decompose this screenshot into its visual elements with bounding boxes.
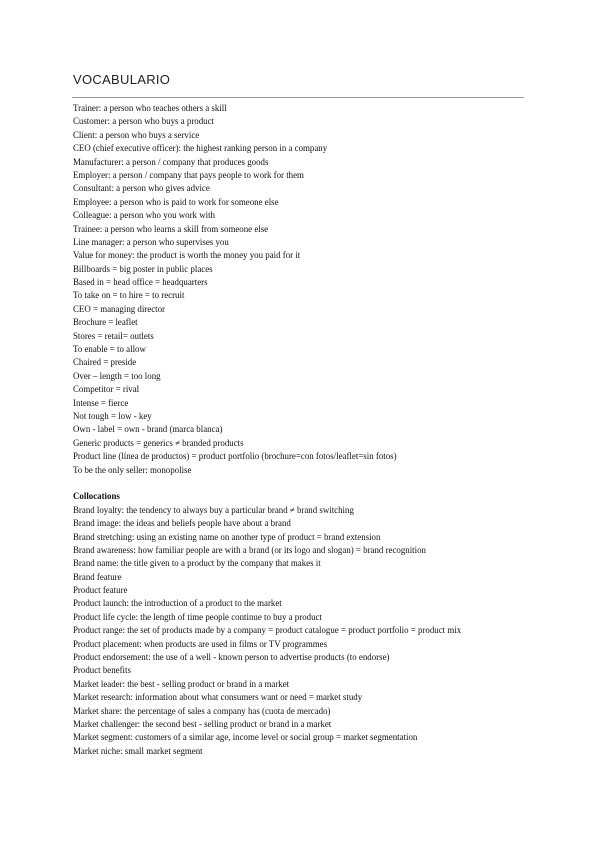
vocabulary-entry: Trainee: a person who learns a skill from someone else (73, 223, 269, 234)
collocation-entry: Brand awareness: how familiar people are with a brand (or its logo and slogan) = brand recognition (73, 544, 426, 555)
collocation-entry: Brand feature (73, 571, 122, 582)
collocation-entry: Market leader: the best - selling product or brand in a market (73, 678, 290, 689)
vocabulary-entry: Intense = fierce (73, 397, 129, 408)
vocabulary-entry: CEO = managing director (73, 303, 166, 314)
collocation-entry: Brand loyalty: the tendency to always buy a particular brand ≠ brand switching (73, 504, 354, 515)
collocation-entry: Market segment: customers of a similar age, income level or social group = market segmentation (73, 732, 418, 743)
vocabulary-entry: Line manager: a person who supervises you (73, 236, 229, 247)
vocabulary-entry: Customer: a person who buys a product (73, 116, 214, 127)
collocations-list (73, 504, 533, 758)
collocation-entry: Product launch: the introduction of a product to the market (73, 598, 282, 609)
collocation-entry: Market research: information about what consumers want or need = market study (73, 692, 363, 703)
collocation-entry: Product life cycle: the length of time people continue to buy a product (73, 611, 322, 622)
vocabulary-entry: Chaired = preside (73, 357, 137, 368)
collocation-entry: Market share: the percentage of sales a company has (cuota de mercado) (73, 705, 331, 716)
vocabulary-entry: Value for money: the product is worth the money you paid for it (73, 250, 301, 261)
vocabulary-entry: Stores = retail= outlets (73, 330, 154, 341)
collocation-entry: Brand stretching: using an existing name on another type of product = brand extension (73, 531, 381, 542)
collocation-entry: Brand image: the ideas and beliefs people have about a brand (73, 518, 291, 529)
collocation-entry: Brand name: the title given to a product by the company that makes it (73, 558, 321, 569)
collocation-entry: Product placement: when products are used in films or TV programmes (73, 638, 328, 649)
section-spacer (73, 477, 533, 490)
collocation-entry: Product benefits (73, 665, 131, 676)
vocabulary-entry: Employee: a person who is paid to work for someone else (73, 196, 279, 207)
vocabulary-entry: To take on = to hire = to recruit (73, 290, 185, 301)
vocabulary-entry: Not tough = low - key (73, 410, 152, 421)
title-divider (72, 97, 524, 98)
vocabulary-entry: Over – length = too long (73, 370, 161, 381)
vocabulary-list (73, 102, 533, 477)
vocabulary-entry: Product line (línea de productos) = product portfolio (brochure=con fotos/leaflet=sin fotos) (73, 451, 397, 462)
collocation-entry: Product feature (73, 585, 128, 596)
vocabulary-entry: Billboards = big poster in public places (73, 263, 213, 274)
collocations-heading: Collocations (73, 491, 120, 502)
vocabulary-entry: CEO (chief executive officer): the highest ranking person in a company (73, 143, 328, 154)
vocabulary-entry: Client: a person who buys a service (73, 129, 200, 140)
vocabulary-entry: Employer: a person / company that pays people to work for them (73, 169, 304, 180)
vocabulary-entry: Based in = head office = headquarters (73, 277, 208, 288)
vocabulary-entry: Own - label = own - brand (marca blanca) (73, 424, 223, 435)
vocabulary-entry: Consultant: a person who gives advice (73, 183, 210, 194)
collocation-entry: Market challenger: the second best - selling product or brand in a market (73, 718, 332, 729)
vocabulary-entry: Trainer: a person who teaches others a skill (73, 103, 227, 113)
collocation-entry: Market niche: small market segment (73, 745, 203, 756)
page-title: VOCABULARIO (73, 72, 171, 87)
document-body (73, 102, 533, 758)
vocabulary-entry: To enable = to allow (73, 344, 146, 355)
vocabulary-entry: Competitor = rival (73, 384, 140, 395)
vocabulary-entry: Generic products = generics ≠ branded products (73, 437, 244, 448)
collocation-entry: Product endorsement: the use of a well - known person to advertise products (to endorse) (73, 652, 390, 663)
vocabulary-entry: Brochure = leaflet (73, 317, 138, 328)
vocabulary-entry: Manufacturer: a person / company that produces goods (73, 156, 269, 167)
vocabulary-entry: To be the only seller: monopolise (73, 464, 192, 475)
vocabulary-entry: Colleague: a person who you work with (73, 210, 215, 221)
collocation-entry: Product range: the set of products made by a company = product catalogue = product portfolio = product mix (73, 625, 462, 636)
